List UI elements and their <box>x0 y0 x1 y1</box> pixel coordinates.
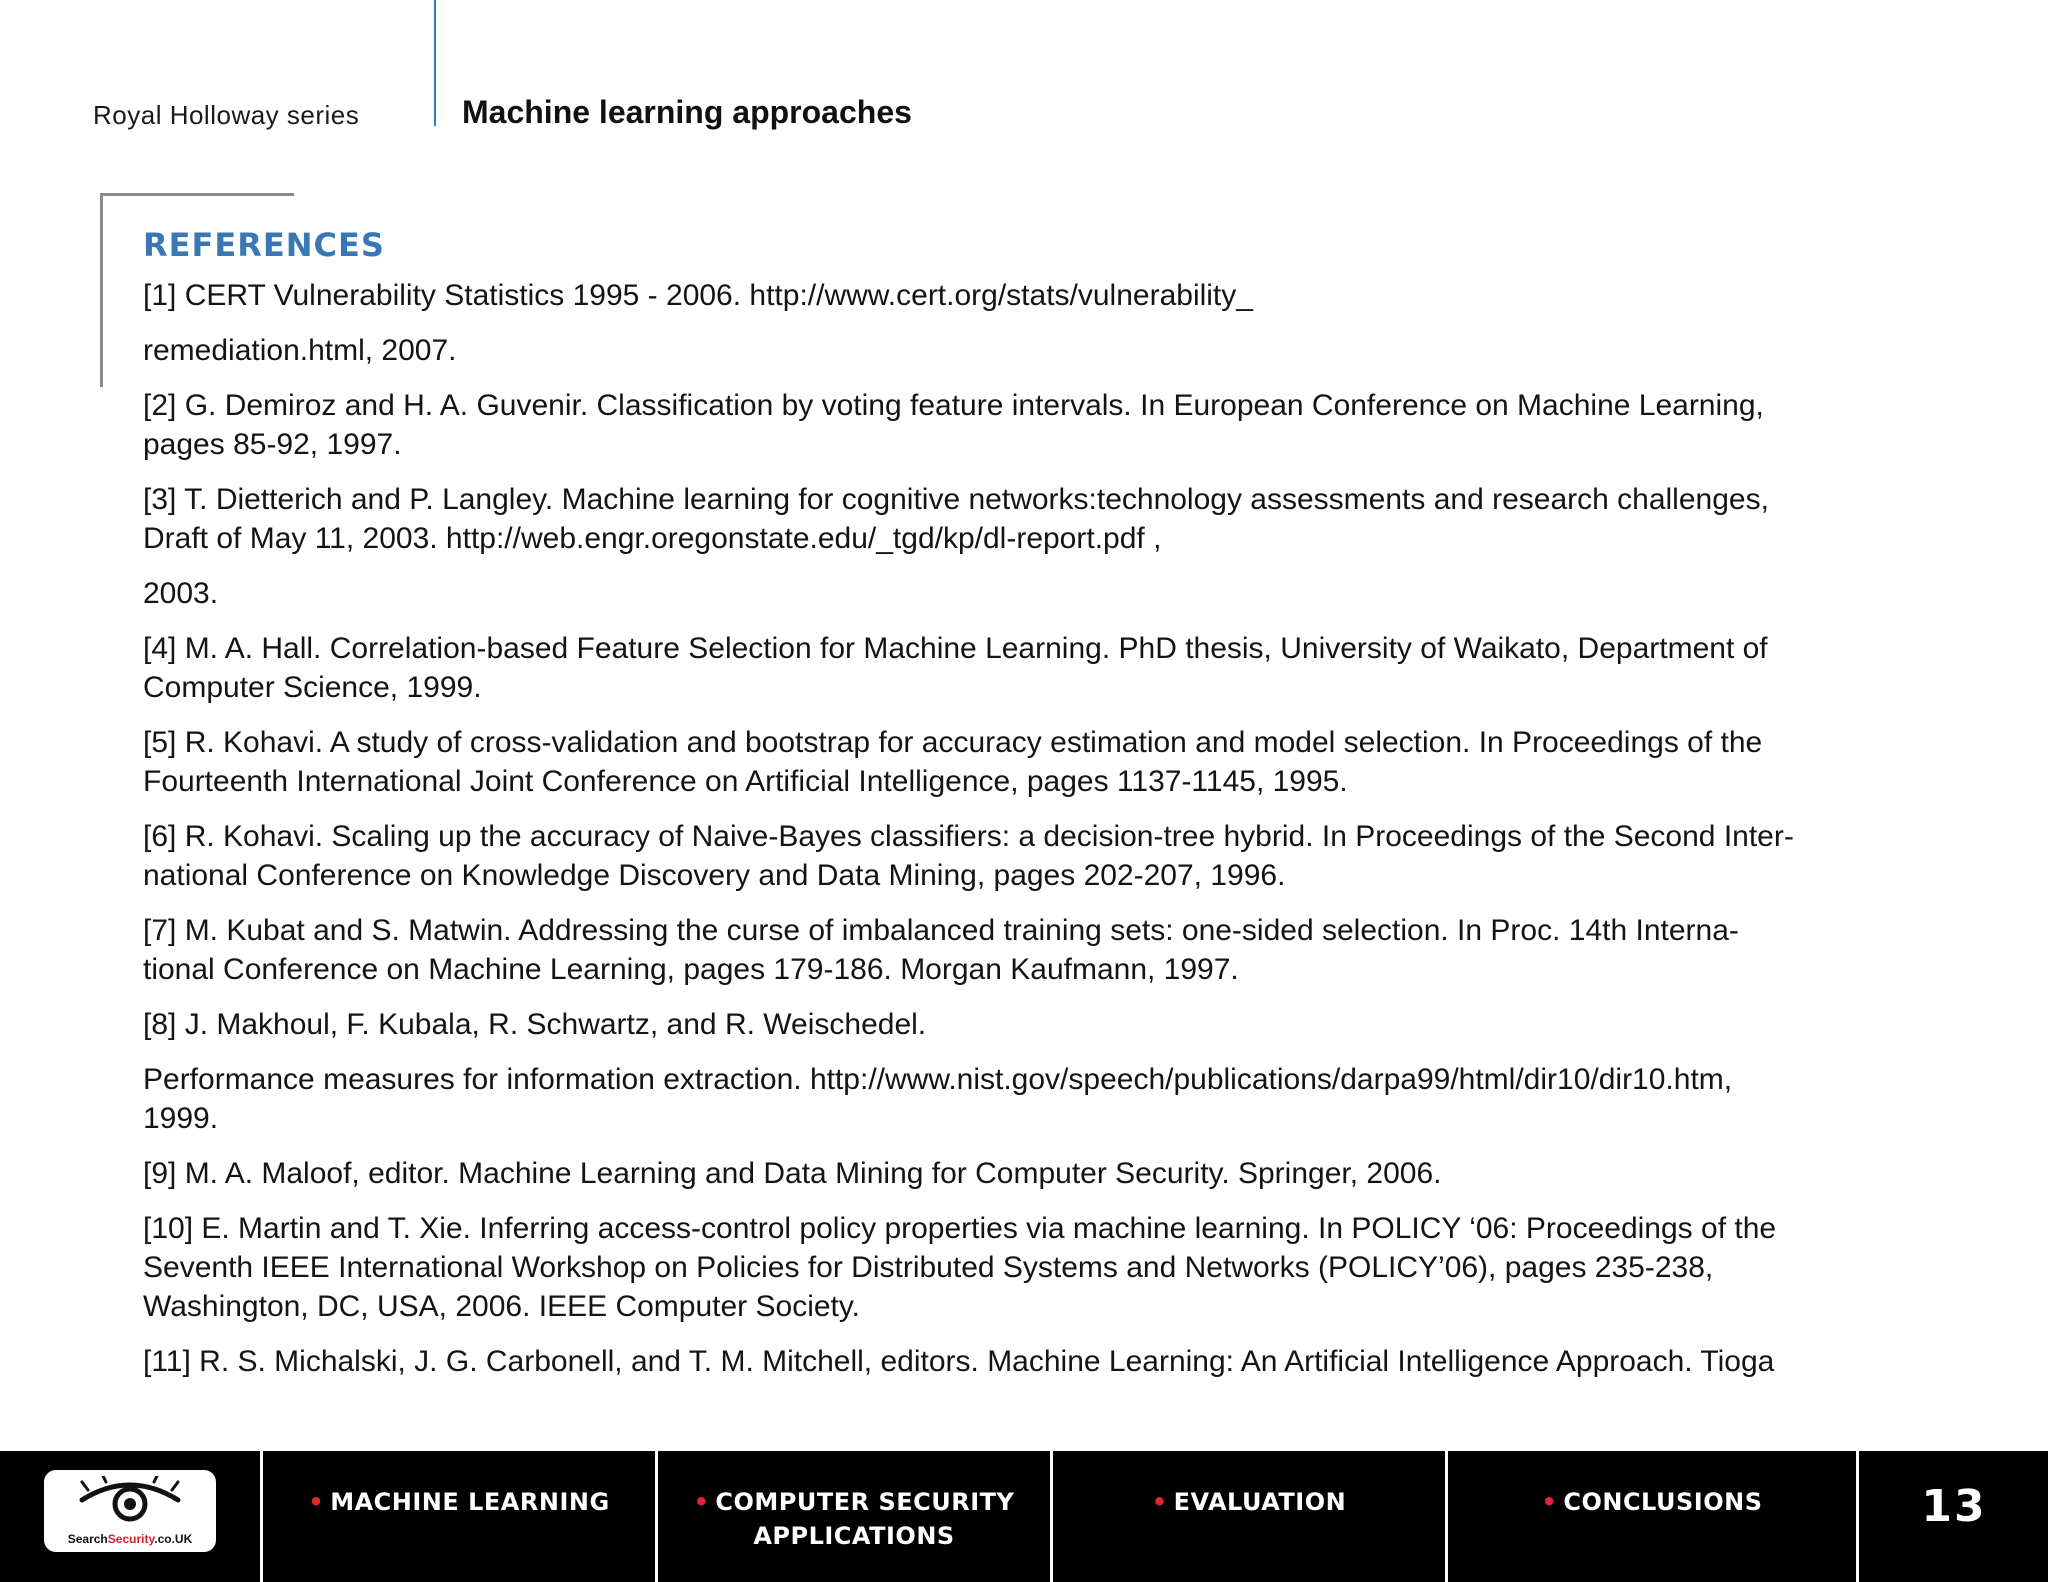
reference-line: Seventh IEEE International Workshop on Policies for Distributed Systems and Networks (POLICY’06), pages 235-238, <box>143 1251 1714 1284</box>
reference-line: Computer Science, 1999. <box>143 671 482 704</box>
reference-line: 2003. <box>143 577 219 610</box>
reference-entry <box>143 574 1943 613</box>
reference-entry <box>143 1209 1943 1326</box>
reference-entry <box>143 480 1943 558</box>
logo-text: SearchSecurity.co.UK <box>67 1532 193 1546</box>
frame-corner-left <box>100 193 103 387</box>
reference-line: tional Conference on Machine Learning, pages 179-186. Morgan Kaufmann, 1997. <box>143 953 1239 986</box>
reference-entry <box>143 331 1943 370</box>
nav-item-conclusions[interactable]: • CONCLUSIONS <box>1541 1488 1763 1516</box>
reference-line: 1999. <box>143 1102 219 1135</box>
site-logo[interactable] <box>44 1470 216 1552</box>
reference-line: Fourteenth International Joint Conference on Artificial Intelligence, pages 1137-1145, 1995. <box>143 765 1348 798</box>
nav-item-computer-security-applications[interactable]: • COMPUTER SECURITY APPLICATIONS <box>693 1488 1015 1550</box>
reference-line: [4] M. A. Hall. Correlation-based Feature Selection for Machine Learning. PhD thesis, University of Waikato, Department of <box>143 632 1768 665</box>
frame-corner-top <box>100 193 294 196</box>
reference-entry <box>143 911 1943 989</box>
reference-entry <box>143 1005 1943 1044</box>
reference-line: Performance measures for information extraction. http://www.nist.gov/speech/publications/darpa99/html/dir10/dir10.htm, <box>143 1063 1733 1096</box>
references-list <box>143 276 1943 1381</box>
reference-line: [9] M. A. Maloof, editor. Machine Learning and Data Mining for Computer Security. Springer, 2006. <box>143 1157 1442 1190</box>
reference-line: Washington, DC, USA, 2006. IEEE Computer Society. <box>143 1290 860 1323</box>
references-section <box>143 226 1943 1397</box>
reference-line: remediation.html, 2007. <box>143 334 457 367</box>
reference-line: pages 85-92, 1997. <box>143 428 402 461</box>
reference-line: [3] T. Dietterich and P. Langley. Machine learning for cognitive networks:technology assessments and research challenges, <box>143 483 1769 516</box>
reference-line: Draft of May 11, 2003. http://web.engr.oregonstate.edu/_tgd/kp/dl-report.pdf , <box>143 522 1162 555</box>
reference-line: [10] E. Martin and T. Xie. Inferring access-control policy properties via machine learning. In POLICY ‘06: Proceedings of the <box>143 1212 1777 1245</box>
reference-line: [2] G. Demiroz and H. A. Guvenir. Classification by voting feature intervals. In European Conference on Machine Learning, <box>143 389 1764 422</box>
reference-entry <box>143 629 1943 707</box>
footer-nav <box>0 1451 2048 1582</box>
reference-entry <box>143 386 1943 464</box>
reference-line: [8] J. Makhoul, F. Kubala, R. Schwartz, and R. Weischedel. <box>143 1008 927 1041</box>
reference-entry <box>143 817 1943 895</box>
page-number: 13 <box>1921 1481 1987 1532</box>
header-divider <box>434 0 436 126</box>
reference-entry <box>143 1154 1943 1193</box>
reference-entry <box>143 1060 1943 1138</box>
references-heading: REFERENCES <box>143 226 385 264</box>
reference-line: [6] R. Kohavi. Scaling up the accuracy of Naive-Bayes classifiers: a decision-tree hybrid. In Proceedings of the Second Inter- <box>143 820 1794 853</box>
series-label: Royal Holloway series <box>93 100 360 130</box>
reference-line: [11] R. S. Michalski, J. G. Carbonell, and T. M. Mitchell, editors. Machine Learning: An Artificial Intelligence Approach. Tioga <box>143 1345 1775 1378</box>
reference-line: [5] R. Kohavi. A study of cross-validation and bootstrap for accuracy estimation and model selection. In Proceedings of the <box>143 726 1763 759</box>
reference-line: national Conference on Knowledge Discovery and Data Mining, pages 202-207, 1996. <box>143 859 1286 892</box>
nav-divider <box>1856 1451 1859 1582</box>
reference-entry <box>143 723 1943 801</box>
reference-line: [7] M. Kubat and S. Matwin. Addressing the curse of imbalanced training sets: one-sided selection. In Proc. 14th Interna- <box>143 914 1739 947</box>
reference-entry <box>143 276 1943 315</box>
section-title: Machine learning approaches <box>462 94 912 130</box>
nav-item-evaluation[interactable]: • EVALUATION <box>1151 1488 1347 1516</box>
nav-item-machine-learning[interactable]: • MACHINE LEARNING <box>308 1488 610 1516</box>
reference-line: [1] CERT Vulnerability Statistics 1995 - 2006. http://www.cert.org/stats/vulnerability_ <box>143 279 1253 312</box>
reference-entry <box>143 1342 1943 1381</box>
eye-icon <box>78 1476 182 1522</box>
